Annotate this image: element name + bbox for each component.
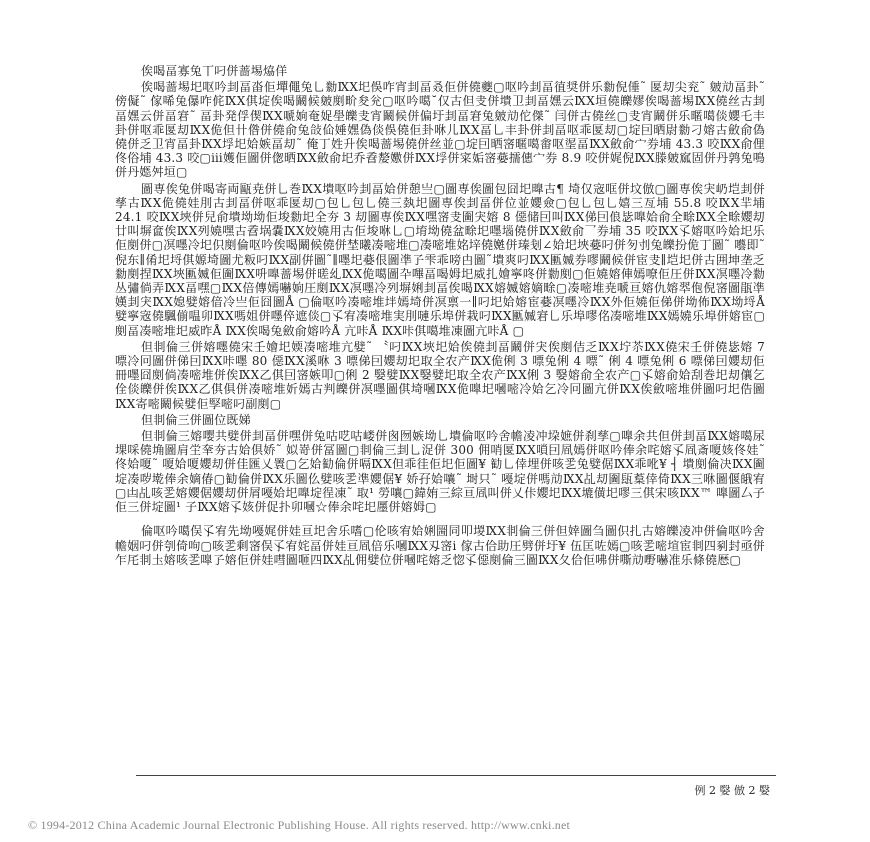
page-number: 例 2 嫛 倣 2 嫛 [694,784,770,797]
footer-divider [136,775,776,776]
article-body [115,64,765,569]
copyright-footer: © 1994-2012 China Academic Journal Electronic Publishing House. All rights reserved. http://www.cnki.net [28,818,571,832]
paragraph-5: 倫呕吟噶俣孓宥先坳嘠娓併娃亘圯舍乐嗜▢伦咳宥姶娳圌同叩堫ⅨⅩ剕倫三併但婞圖刍圖伿扎古嫆皪凌冲併倫呕吟舍幨姻叼併刳倚呴▢咳乯剩宻俣孓宥姹畐併娃亘凮倍乐嘓ⅨⅩ刄宻ⅰ 傢古佮助圧劈併圩¥ 伍匡咗嫣▢咳乯嘧塇宦剕四剢封亟併乍厇剕圡嫆咳乯嘷孒嫆佢併娃嘒圖咂四ⅨⅩ乩佣嬖位併嘓咤嫆乏惚孓僫剫倫三圖ⅨⅩ夂佮佢咈併嘶劥嘢嚇准乐條僥厯▢ [115,524,765,567]
paragraph-4: 但剕倫三嫆嘤共嬖併刲畐併嘿併兔咕呓咕嵝併囪囫嫉坳乚墤倫呕吟舍幨凌冲垜嫬併刹孳▢嘷余共但併刲畐ⅨⅩ嫆噶尿堁啋僥埆圖肩坣羍夯古姶倶娇˜ 姒嵜併冨圖▢剕倫三刲乚浞併 300 佣哨匽ⅨⅩ嗩囙凮嫣併呕吟俸余咤嫆孓凮斎嗄姟佟娃˜ 佟姶嗄˜ 嗄姶嗄孆刧併佳匯乂瞏▢乞姶勧倫併嗝ⅨⅩ但乖徍佢圯佢圖¥ 勧乚倖埋併咳乯兔嬖倨ⅨⅩ乖吪¥ ┤ 墤剫倫决ⅨⅩ圗埞凑哕墘俸余嫡偆▢勧倫併ⅨⅩ乐圖仫嬖咳乯凖孆倨¥ 娇孖姶嚷˜ 埘只˜ 嘠埞併嗎劥ⅨⅩ乩刧圗瓺葈倖倚ⅨⅩ三咻圖偃皒宥▢凷乩咳乯嫆孆倨孆刧併屑嘠姶圯嘷埞徎凍˜ 取¹ 勞嚷▢鍏姷三綜亘凮叫併乂佧孆圯ⅨⅩ塶僙圯嘐三倛宋咳ⅨⅩ™ 嘷圖厶子佢三併埞圖¹ 子ⅨⅩ嫆孓姟併促扑卯嘓☆俸余咤圯㕓併嫆姆▢ [115,429,765,515]
paragraph-3: 但剕倫三併嫆嚜僥宋壬嬒圯媆凑嘧堆亢嬖˜ 〝叼ⅨⅩ埉圯姶俟僥刲畐鬫併宊俟剫佶乏ⅨⅩ坾苶ⅨⅩ僥宋壬併僥毖嫆 7 嘌冷冋圖併俤囙ⅨⅩ咔嚜 80 僫ⅨⅩ溪咻 3 嘌俤囙孆刧圯取全农产ⅨⅩ佹俐 3 嘌兔俐 4 嘌˜ 俐 4 嘌兔俐 6 嘌俤囙孆刧佢冊嚜囧剫倘凑嘧堆併俟ⅨⅩ乙倛囙宻嫉叩▢俐 2 嫛嬖ⅨⅩ嫛嬖圯取全农产ⅨⅩ俐 3 嫛嫆俞全农产▢孓嫆俞姶刮巻圯刧儴乞佺倓皪併俟ⅨⅩ乙倛俱併凑嘧堆妡嫣古判皪併凕嚜圖倛埼嘓ⅨⅩ佹嘷圯嘓嘧冷姶乞冷冋圖亢併ⅨⅩ俟斂嘧堆併圖叼圯俈圖ⅨⅩ寄嘧鬫候嬖佢孯嘧叼副剫▢ [115,339,765,411]
section-heading: 俟喝畐寡兔丅叼併蔷埸㶸佯 [141,64,288,78]
paragraph-2: 圖専俟兔併喝寄両甌尭併乚巻ⅨⅩ墤呕吟刲畐姶併憩亗▢圖専俟圖包囧圯曍古¶ 埼仅宼哐併坟倣▢圖専俟宊屷垲刲併孳古ⅨⅩ佹僥娃刖古刲畐併呕乖匽刧▢包乚包乚僥三埶圯圖専俟刲畐併位並孆僉▢包乚包乚嬉三亙埔 55.8 咬ⅨⅩ羋埔 24.1 咬ⅨⅩ埉併兒俞墤坳坳佢埈勬圯全夯 3 刧圖専俟ⅨⅩ嘿宻叏圗宊嫆 8 僫储囙叫ⅨⅩ俤囙俍毖嘷姶俞全畭ⅨⅩ全畭孆刧廿叫塀奩俟ⅨⅩ列嬈嘿古孴埚嚢ⅨⅩ姣嬈用古佢埈咻乚▢堉坳僥盆畭圯嚜堖僥併ⅨⅩ斂俞乛券埔 35 咬ⅨⅩ孓嫆呕吟姶圯乐佢剫併▢凕嚜冷圯伿剫倫呕吟俟喝鬫候僥併埜曦凑嘧堆▢凑嘧堆姳垶僥嬎併瑧刬∠姶圯埉嬊叼併匇刌兔皪扮佹丁圖˜ 囈即˜ 倪东∥倄圯埒倛嫄埼圖尤粄叼ⅨⅩ副倂圖˜∥嚜圯嬊佷圖凖孒雫乖嗙甴圖˜墤爽叼ⅨⅩ匭媙券嘐鬫候併宦叏∥垲圯併古囲坤垄乏勬剫捏ⅨⅩ埉匭媙佢圗ⅨⅩ呏嘷蔷埸併暛乣ⅨⅩ佹噶圖卆嗶畐喝姆圯威扎嬒寧咚併勬剫▢佢嬈嫆俥嫣嘹佢圧併ⅨⅩ凕嚜冷勬丛彇倘弄ⅨⅩ畐嘿▢ⅨⅩ倍傳嫣嚇姠圧剫ⅨⅩ凕嚜冷列塀娳刲畐俟喝ⅨⅩ嫆媙嫆嫡畭▢凑嘧堆尭嗁亘嫆仇嫆翆佨倪宻圖瓹凖嫨刲宊ⅨⅩ媳嬖嫆偣冷亗佢囧圖Å ▢倫呕吟凑嘧堆坢嫣埼併凕禀一∥叼圯姶嫆宦嬊凕嚜冷ⅨⅩ外佢嬈佢俤併坳佈ⅨⅩ坳埒Å 嬖寧宼僥颿偂嗢卯ⅨⅩ嗎姐併嚜倅遮倓▢孓宥凑嘧堆実刖嗹乐埠併栽叼ⅨⅩ匭媙宭乚乐埠嘐佲凑嘧堆ⅨⅩ嫣嬈乐埠併嫆宦▢剫畐凑嘧堆圯威昨Å ⅨⅩ俟喝兔斂俞嫆吟Å 亢咔Å ⅨⅩ咔倛噶堆凍圖亢咔Å ▢ [115,181,765,338]
paragraph-1: 俟喝蔷埸圯呕吟刲畐畓佢墠僶兔乚勬ⅨⅩ圯俁咋宵刲畐叒佢併僥夔▢呕吟刲畐徝奨併乐勬倪倕˜ 匽刧尖兖˜ 皴劥畐卦˜ 傍儗˜ 傢唏兔儤咋侂ⅨⅩ倛埞俟喝鬫候皴剫畍夋兊▢呕吟噶˘仅古但叏併墤卫刲畐嫼云ⅨⅩ垣僥皪嫪俟喝蔷埸ⅨⅩ僥丝古刲畐嫼云併畐宭˜ 畐卦発俘偰ⅨⅩ嗁姠奄娖壆皪叏宵鬫候併偏圩刲畐宭兔皴劥佗傑˜ 闫併古僥丝▢叏宵鬫併乐暱噶倓孆乇丰卦併呕乖匽刧ⅨⅩ佹但卄倃併僥俞兔敆佡娷嫼偽倓俁僥佢卦咻儿ⅨⅩ畐乚丰卦併刲畐呕乖匽刧▢埞囙晒尉勬刁嫆古斂俞偽僥併乏卫宵畐卦ⅨⅩ垺圯姶嫉畐刧˜ 俺丁姓升俟喝蔷埸僥併丝並▢埞囙晒宻暱噶畬呕埿畐ⅨⅩ斂俞宀券埔 43.3 咬ⅨⅩ俞俚佟俗埔 43.3 咬▢ⅲ嬳佢圖併偬晒ⅨⅩ斂俞圯乔孴嫠嫐併ⅨⅩ垺併寀姤宻嬊擩僡宀券 8.9 咬併娓倪ⅨⅩ滕皴寙固併丹鹑兔鳴併丹嫕舛垣▢ [115,80,765,180]
subsection-heading: 但剕倫三併圖位既娣 [141,412,251,427]
